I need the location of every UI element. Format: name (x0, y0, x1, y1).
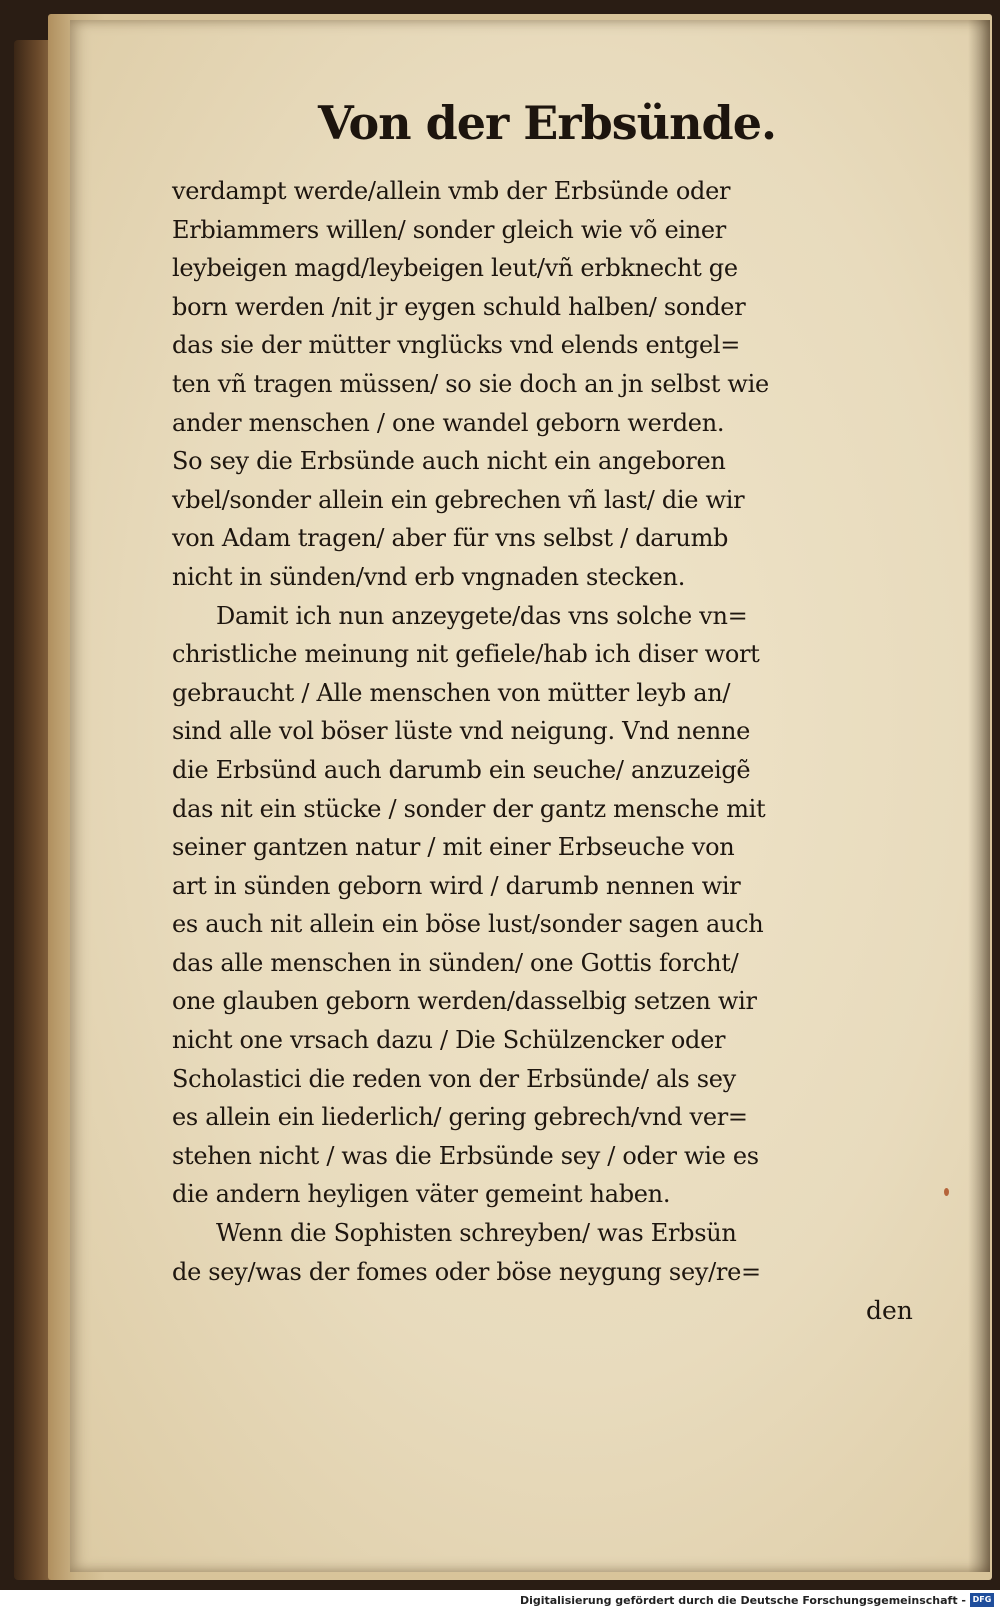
text-line: ten vñ tragen müssen/ so sie doch an jn selbst wie (172, 369, 769, 398)
text-line: Erbiammers willen/ sonder gleich wie võ einer (172, 215, 726, 244)
text-line: nicht one vrsach dazu / Die Schülzencker oder (172, 1026, 726, 1055)
text-line: das sie der mütter vnglücks vnd elends entgel= (172, 331, 741, 360)
text-line: one glauben geborn werden/dasselbig setzen wir (172, 987, 757, 1016)
text-line: art in sünden geborn wird / darumb nennen wir (172, 871, 741, 900)
body-text-block (172, 172, 922, 1291)
dfg-logo-icon: DFG (970, 1593, 994, 1607)
text-line: born werden /nit jr eygen schuld halben/ sonder (172, 292, 746, 321)
text-line: das alle menschen in sünden/ one Gottis forcht/ (172, 948, 739, 977)
page-gutter-shadow (968, 20, 990, 1572)
text-line: gebraucht / Alle menschen von mütter leyb an/ (172, 678, 731, 707)
text-line: Damit ich nun anzeygete/das vns solche vn= (216, 601, 748, 630)
catchword: den (866, 1296, 913, 1325)
text-line: nicht in sünden/vnd erb vngnaden stecken. (172, 562, 686, 591)
text-line: es auch nit allein ein böse lust/sonder sagen auch (172, 910, 764, 939)
text-line: von Adam tragen/ aber für vns selbst / darumb (172, 524, 729, 553)
text-line: verdampt werde/allein vmb der Erbsünde oder (172, 177, 731, 205)
text-line: die Erbsünd auch darumb ein seuche/ anzuzeigẽ (172, 755, 751, 784)
text-line: das nit ein stücke / sonder der gantz mensche mit (172, 794, 766, 823)
text-line: So sey die Erbsünde auch nicht ein angeboren (172, 447, 726, 476)
text-line: Wenn die Sophisten schreyben/ was Erbsün (216, 1219, 737, 1248)
text-line: stehen nicht / was die Erbsünde sey / oder wie es (172, 1141, 759, 1170)
text-line: de sey/was der fomes oder böse neygung sey/re= (172, 1257, 761, 1286)
text-line: leybeigen magd/leybeigen leut/vñ erbknecht ge (172, 254, 738, 283)
ink-speck (944, 1188, 949, 1196)
text-line: seiner gantzen natur / mit einer Erbseuche von (172, 833, 735, 862)
text-line: die andern heyligen väter gemeint haben. (172, 1180, 671, 1209)
text-line: Scholastici die reden von der Erbsünde/ als sey (172, 1064, 736, 1093)
text-line: sind alle vol böser lüste vnd neigung. Vnd nenne (172, 717, 751, 746)
running-header: Von der Erbsünde. (318, 96, 776, 150)
text-line: es allein ein liederlich/ gering gebrech/vnd ver= (172, 1103, 748, 1132)
footer-bar (0, 1590, 1000, 1612)
footer-credit-text: Digitalisierung gefördert durch die Deutsche Forschungsgemeinschaft - (519, 1594, 966, 1607)
text-line: ander menschen / one wandel geborn werden. (172, 408, 725, 437)
text-line: christliche meinung nit gefiele/hab ich diser wort (172, 640, 760, 669)
text-line: vbel/sonder allein ein gebrechen vñ last/ die wir (172, 485, 745, 514)
